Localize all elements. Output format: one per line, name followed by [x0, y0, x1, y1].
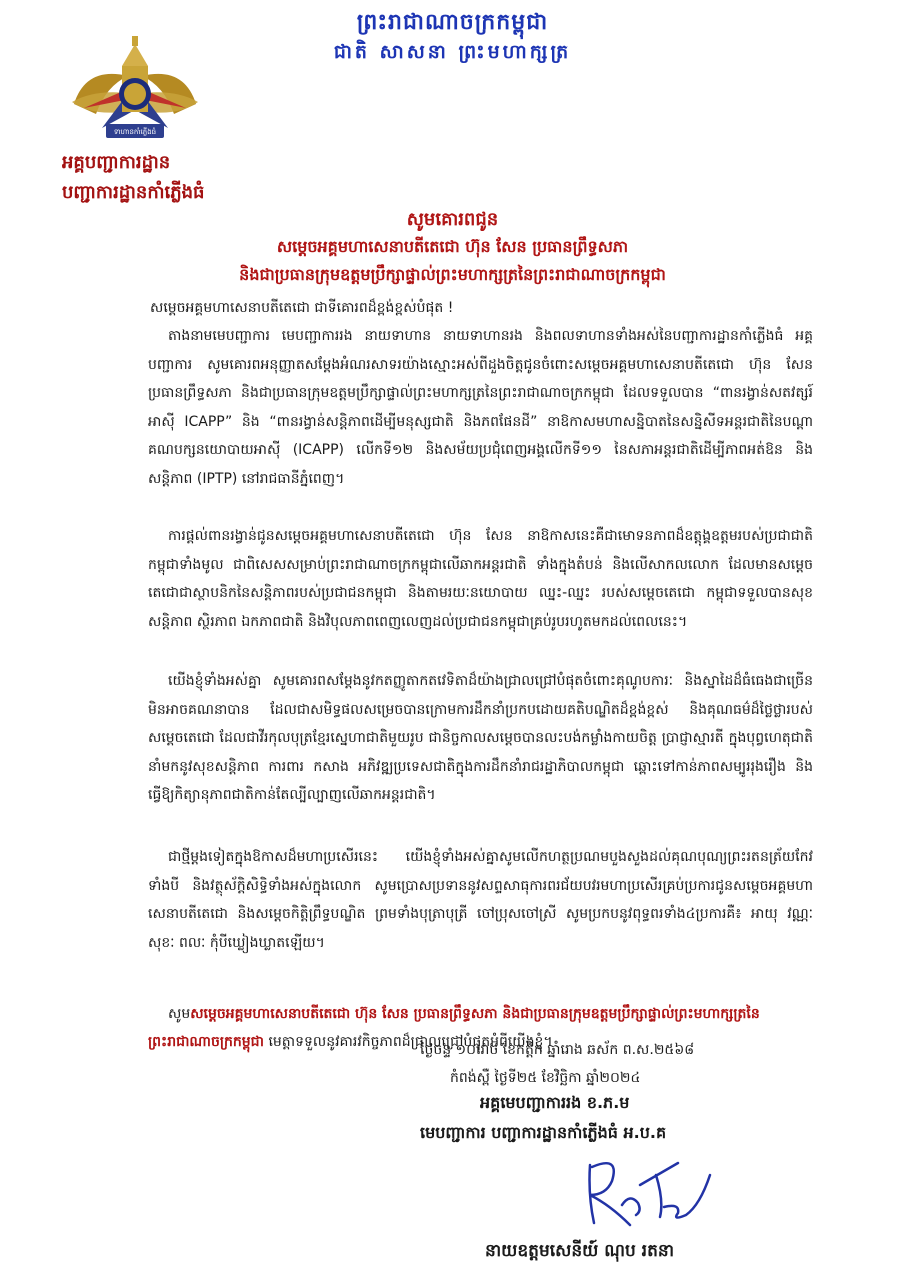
addressee-line1: សូមគោរពជូន — [406, 209, 499, 230]
org-line2: បញ្ជាការដ្ឋានកាំភ្លើងធំ — [62, 182, 205, 203]
date-lunar: ថ្ងៃចន្ទ ១០រោច ខែកត្តិក ឆ្នាំរោង ឆស័ក ព.ស.២៥៦៨ — [420, 1042, 695, 1058]
signature-icon — [560, 1145, 720, 1235]
signatory-name: នាយឧត្តមសេនីយ៍ ណុប រតនា — [485, 1241, 675, 1261]
signatory-role2: មេបញ្ជាការ បញ្ជាការដ្ឋានកាំភ្លើងធំ អ.ប.គ — [420, 1123, 667, 1142]
date-solar: កំពង់ស្ពឺ ថ្ងៃទី២៥ ខែវិច្ឆិកា ឆ្នាំ២០២៤ — [450, 1070, 641, 1086]
paragraph-4: ជាថ្មីម្ដងទៀតក្នុងឱកាសដ៏មហាប្រសើរនេះ យើងខ្ញុំទាំងអស់គ្នាសូមលើកហត្ថប្រណមបួងសួងដល់គុណបុណ្យព្រះរតនត្រ័យកែវទាំងបី និងវត្ថុស័ក្តិសិទ្ធិទាំងអស់ក្នុងលោក សូមប្រោសប្រទាននូវសព្ទសាធុការពរជ័យបវរមហាប្រសើរគ្រប់ប្រការជូនសម្ដេចអគ្គមហាសេនាបតីតេជោ និងសម្ដេចកិត្តិព្រឹទ្ធបណ្ឌិត ព្រមទាំងបុត្រាបុត្រី ចៅប្រុសចៅស្រី សូមប្រកបនូវពុទ្ធពរទាំង៤ប្រការគឺ៖ អាយុ វណ្ណៈ សុខៈ ពលៈ កុំបីឃ្លៀងឃ្លាតឡើយ។ — [148, 849, 813, 951]
addressee-line2: សម្ដេចអគ្គមហាសេនាបតីតេជោ ហ៊ុន សែន ប្រធានព្រឹទ្ធសភា — [276, 237, 629, 256]
header-kingdom: ព្រះរាជាណាចក្រកម្ពុជា — [356, 10, 549, 35]
addressee-line3: និងជាប្រធានក្រុមឧត្តមប្រឹក្សាផ្ទាល់ព្រះមហាក្សត្រនៃព្រះរាជាណាចក្រកម្ពុជា — [239, 265, 666, 284]
org-line1: អគ្គបញ្ជាការដ្ឋាន — [62, 152, 171, 173]
paragraph-3: យើងខ្ញុំទាំងអស់គ្នា សូមគោរពសម្ដែងនូវកតញ្ញូតាកតវេទិតាដ៏យ៉ាងជ្រាលជ្រៅបំផុតចំពោះគុណូបការៈ និងស្នាដៃដ៏ធំធេងជាច្រើនមិនអាចគណនាបាន ដែលជាសមិទ្ធផលសម្រេចបានក្រោមការដឹកនាំប្រកបដោយគតិបណ្ឌិតដ៏ខ្ពង់ខ្ពស់ និងគុណធម៌ដ៏ថ្លៃថ្លារបស់សម្ដេចតេជោ ដែលជាវីរកុលបុត្រខ្មែរស្នេហាជាតិមួយរូប ជានិច្ចកាលសម្ដេចបានលះបង់កម្លាំងកាយចិត្ត ប្រាជ្ញាស្មារតី ក្នុងបុព្វហេតុជាតិ នាំមកនូវសុខសន្តិភាព ការពារ កសាង អភិវឌ្ឍប្រទេសជាតិក្នុងការដឹកនាំរាជរដ្ឋាភិបាលកម្ពុជា ឆ្ពោះទៅកាន់ភាពសម្បូររុងរឿង និងធ្វើឱ្យកិត្យានុភាពជាតិកាន់តែល្បីល្បាញលើឆាកអន្តរជាតិ។ — [148, 673, 813, 803]
closing-suffix: មេត្តាទទួលនូវគារវកិច្ចភាពដ៏ជ្រាលជ្រៅបំផុតអំពីយើងខ្ញុំ។ — [264, 1034, 553, 1050]
closing-addressee: សម្ដេចអគ្គមហាសេនាបតីតេជោ ហ៊ុន សែន ប្រធានព្រឹទ្ធសភា និងជាប្រធានក្រុមឧត្តមប្រឹក្សាផ្ទាល់ព្រះមហាក្សត្រនៃព្រះរាជាណាចក្រកម្ពុជា — [148, 1006, 760, 1050]
salutation: សម្ដេចអគ្គមហាសេនាបតីតេជោ ជាទីគោរពដ៏ខ្ពង់ខ្ពស់បំផុត ! — [150, 300, 454, 316]
paragraph-2: ការផ្ដល់ពានរង្វាន់ជូនសម្ដេចអគ្គមហាសេនាបតីតេជោ ហ៊ុន សែន នាឱកាសនេះគឺជាមោទនភាពដ៏ឧត្តុង្គឧត្តមរបស់ប្រជាជាតិកម្ពុជាទាំងមូល ជាពិសេសសម្រាប់ព្រះរាជាណាចក្រកម្ពុជាលើឆាកអន្តរជាតិ ទាំងក្នុងតំបន់ និងលើសាកលលោក ដែលមានសម្ដេចតេជោជាស្ថាបនិកនៃសន្តិភាពរបស់ប្រជាជនកម្ពុជា និងតាមរយៈនយោបាយ ឈ្នះ-ឈ្នះ របស់សម្ដេចតេជោ កម្ពុជាទទួលបានសុខសន្តិភាព ស្ថិរភាព ឯកភាពជាតិ និងវិបុលភាពពេញលេញដល់ប្រជាជនកម្ពុជាគ្រប់រូបរហូតមកដល់ពេលនេះ។ — [148, 528, 813, 630]
paragraph-1: តាងនាមមេបញ្ជាការ មេបញ្ជាការរង នាយទាហាន នាយទាហានរង និងពលទាហានទាំងអស់នៃបញ្ជាការដ្ឋានកាំភ្លើងធំ អគ្គបញ្ជាការ សូមគោរពអនុញ្ញាតសម្ដែងអំណរសាទរយ៉ាងស្មោះអស់ពីដួងចិត្តជូនចំពោះសម្ដេចអគ្គមហាសេនាបតីតេជោ ហ៊ុន សែន ប្រធានព្រឹទ្ធសភា និងជាប្រធានក្រុមឧត្តមប្រឹក្សាផ្ទាល់ព្រះមហាក្សត្រនៃព្រះរាជាណាចក្រកម្ពុជា ដែលទទួលបាន “ពានរង្វាន់សតវត្សរ៍អាស៊ី ICAPP” និង “ពានរង្វាន់សន្តិភាពដើម្បីមនុស្សជាតិ និងភពផែនដី” នាឱកាសមហាសន្និបាតនៃសន្និសីទអន្តរជាតិនៃបណ្ដាគណបក្សនយោបាយអាស៊ី (ICAPP) លើកទី១២ និងសម័យប្រជុំពេញអង្គលើកទី១១ នៃសភាអន្តរជាតិដើម្បីភាពអត់ឱន និងសន្តិភាព (IPTP) នៅរាជធានីភ្នំពេញ។ — [148, 328, 813, 487]
emblem-text: ទាហានកាំភ្លើងធំ — [113, 128, 157, 136]
closing-prefix: សូម — [168, 1006, 191, 1022]
signatory-role1: អគ្គមេបញ្ជាការរង ខ.ភ.ម — [480, 1093, 630, 1112]
artillery-emblem-icon — [66, 36, 204, 148]
header-motto: ជាតិ សាសនា ព្រះមហាក្សត្រ — [333, 41, 572, 63]
